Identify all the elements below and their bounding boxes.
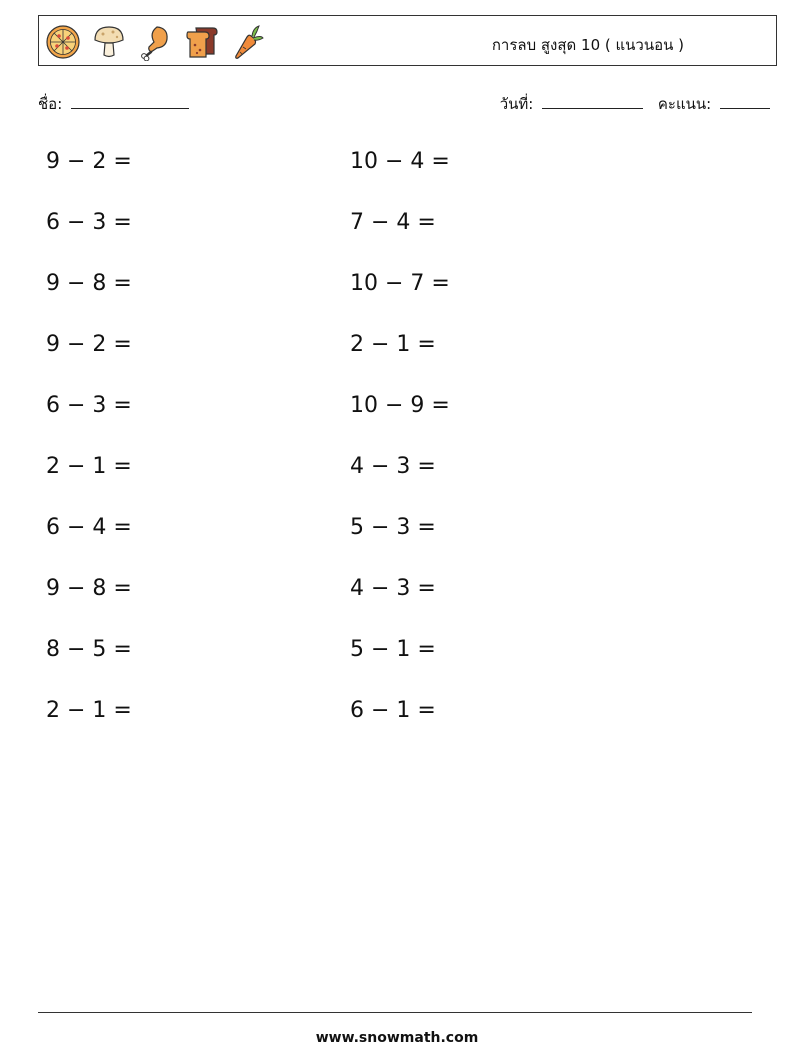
score-label: คะแนน: [657,95,712,113]
problem-4: 7 − 4 = [350,210,436,235]
name-label: ชื่อ: [38,95,63,113]
problem-7: 9 − 2 = [46,332,132,357]
worksheet-title: การลบ สูงสุด 10 ( แนวนอน ) [491,36,684,54]
problem-5: 9 − 8 = [46,271,132,296]
mushroom-icon [91,23,127,61]
problem-8: 2 − 1 = [350,332,436,357]
problem-14: 5 − 3 = [350,515,436,540]
problem-row [46,267,746,328]
problem-2: 10 − 4 = [350,149,450,174]
chicken-drumstick-icon [137,23,173,61]
worksheet-header [38,15,777,66]
problem-10: 10 − 9 = [350,393,450,418]
problem-row [46,511,746,572]
problem-row [46,450,746,511]
date-blank[interactable] [542,94,643,109]
problem-20: 6 − 1 = [350,698,436,723]
problem-11: 2 − 1 = [46,454,132,479]
footer-site-link[interactable]: www.snowmath.com [315,1030,479,1046]
problem-16: 4 − 3 = [350,576,436,601]
problem-row [46,633,746,694]
problem-13: 6 − 4 = [46,515,132,540]
problem-9: 6 − 3 = [46,393,132,418]
problem-row [46,145,746,206]
problem-row [46,206,746,267]
food-icons [45,23,265,61]
name-blank[interactable] [71,94,189,109]
date-label: วันที่: [499,95,534,113]
footer-divider [38,1012,752,1013]
pizza-icon [45,23,81,61]
problem-19: 2 − 1 = [46,698,132,723]
name-field [38,94,189,114]
problem-15: 9 − 8 = [46,576,132,601]
problem-18: 5 − 1 = [350,637,436,662]
score-blank[interactable] [720,94,770,109]
bread-toast-icon [183,23,219,61]
problem-row [46,389,746,450]
date-score-field [500,94,770,114]
problem-12: 4 − 3 = [350,454,436,479]
problem-1: 9 − 2 = [46,149,132,174]
carrot-icon [229,23,265,61]
problem-row [46,572,746,633]
problem-row [46,328,746,389]
problem-row [46,694,746,755]
problem-17: 8 − 5 = [46,637,132,662]
problem-grid [46,145,746,755]
problem-3: 6 − 3 = [46,210,132,235]
problem-6: 10 − 7 = [350,271,450,296]
